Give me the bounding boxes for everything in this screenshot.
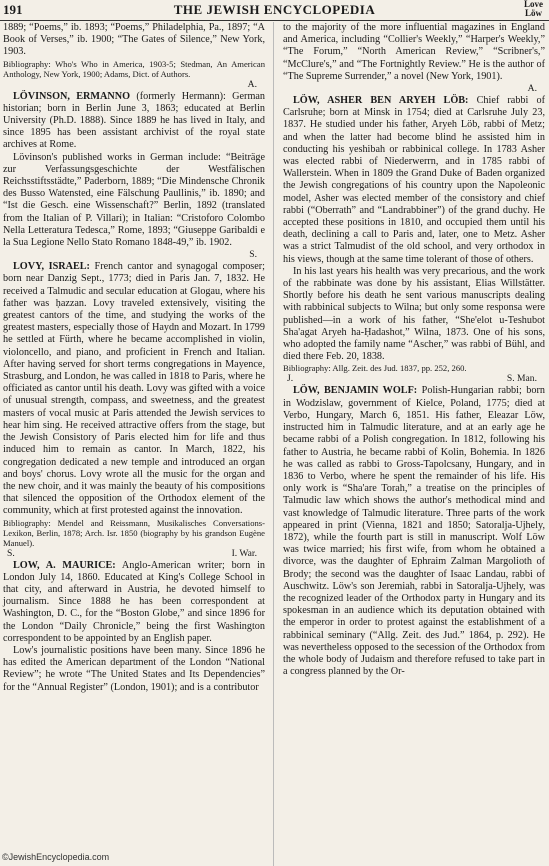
running-title: THE JEWISH ENCYCLOPEDIA	[173, 2, 376, 17]
entry-low-asher: LÖW, ASHER BEN ARYEH LÖB: Chief rabbi of Carlsruhe; born at Minsk in 1754; died at Carlsruhe July 23, 1837. He studied under his father, Aryeh Löb, rabbi of Metz; and when the latter had become blind he assisted him in conducting his yeshibah or rabbinical college. In 1783 Asher was elected rabbi of Niederwerrn, and in 1785 rabbi of Wallerstein. When in 1809 the Grand Duke of Baden organized the Jewish congregations of his country upon the Napoleonic model, Asher was elected member of the consistory and chief rabbi (“Oberrath” and “Landrabbiner”) of the grand duchy. He accepted these positions in 1810, and occupied them until his death, declining a call to Paris and, later, one to Metz. Asher was a strict Talmudist of the old school, and very orthodox in his views, though at the same time tolerant of those of others.	[283, 95, 545, 265]
entry-lovinson: LÖVINSON, ERMANNO (formerly Hermann): German historian; born in Berlin June 3, 1863; educated at Berlin University (Ph.D. 1888). Since 1889 he has lived in Italy, and since 1895 has been assistant archivist of the royal state archives at Rome.	[3, 90, 265, 151]
watermark: ©JewishEncyclopedia.com	[2, 852, 110, 862]
header-rule	[0, 20, 549, 21]
bibliography: Bibliography: Allg. Zeit. des Jud. 1837, pp. 252, 260.	[283, 363, 467, 374]
entry-heading: LÖVINSON, ERMANNO	[13, 90, 130, 102]
catchword-last: Löw	[524, 8, 542, 18]
bibliography: Bibliography: Who's Who in America, 1903-5; Stedman, An American Anthology, New York, 1900; Adams, Dict. of Authors.	[3, 58, 265, 79]
signature: S.	[249, 249, 257, 261]
catchwords	[524, 0, 543, 18]
bibliography: Bibliography: Mendel and Reissmann, Musikalisches Conversations-Lexikon, Berlin, 1878; Arch. Isr. 1850 (biography by his grandson Eugène Manuel).	[3, 517, 265, 548]
entry-heading: LÖW, BENJAMIN WOLF:	[293, 385, 418, 397]
signature: S. I. War.	[7, 547, 257, 559]
signature: J. S. Man.	[287, 373, 537, 385]
entry-heading: LÖW, ASHER BEN ARYEH LÖB:	[293, 95, 469, 107]
page-header	[0, 0, 549, 20]
signature: A.	[247, 78, 257, 90]
entry-paragraph: In his last years his health was very precarious, and the work of the rabbinate was done by his assistant, Elias Willstätter. Shortly before his death he sent various manuscripts dealing with rabbinical subjects to Wilna; but only some responsa were published—in a work of his father, “She'elot u-Teshubot Sha'agat Aryeh ha-Ḥadashot,” Wilna, 1873. One of his sons, who adopted the family name “Ascher,” was rabbi of Bühl, and died there Feb. 20, 1838.	[283, 265, 545, 363]
entry-paragraph: Low's journalistic positions have been many. Since 1896 he has edited the American department of the London “National Review”; he wrote “The United States and Its Dependencies” for the “Annual Register” (London, 1901); and is a contributor	[3, 644, 265, 693]
entry-heading: LOW, A. MAURICE:	[13, 559, 116, 571]
entry-paragraph: Lövinson's published works in German include: “Beiträge zur Verfassungsgeschichte der Westfälischen Reichsstiftsstädte,” Paderborn, 1889; “Die Mindensche Chronik des Busso Watensted, eine Fälschung Paullinis,” ib. 1890; and “Ist die Gesch. eine Wissenschaft?” Berlin, 1892 (translated from the Italian of P. Villari); in Italian: “Cristoforo Colombo Nella Letteratura Tedesca,” Rome, 1893; “Giuseppe Garibaldi e la Sua Legione Nello Stato Romano 1848-49,” ib. 1902.	[3, 151, 265, 249]
continued-text: to the majority of the more influential magazines in England and America, including “Collier's Weekly,” “Harper's Weekly,” “The Forum,” “North American Review,” “Scribner's,” “McClure's,” and “The Fortnightly Review.” He is the author of “The Supreme Surrender,” a novel (New York, 1901).	[283, 22, 545, 82]
entry-low-benjamin: LÖW, BENJAMIN WOLF: Polish-Hungarian rabbi; born in Wodzislaw, government of Kielce, Poland, 1775; died at Verbo, Hungary, March 6, 1851. His father, Eleazar Löw, instructed him in Talmudic literature, and at an early age he became rabbi of a Polish congregation. In 1812, following his father to Austria, he became rabbi of Kolin, Bohemia. In 1826 he was called as rabbi to Gross-Tapolcsany, Hungary, and in 1836 to Verbo, where he spent the remainder of his life. His only work is “Sha'are Torah,” a treatise on the principles of Talmudic law which shows the author's methodical mind and vast knowledge of Talmudic literature. Three parts of the work appeared in print (Vienna, 1821 and 1850; Satoralja-Ujhely, 1872), while the fourth part is still in manuscript. Wolf Löw was twice married; his first wife, from whom he obtained a divorce, was the daughter of Ephraim Zalman Margolioth of Brody; the second was the daughter of Isaac Landau, rabbi of Auschwitz. Löw's son Jeremiah, rabbi in Satoralja-Ujhely, was the recognized leader of the Orthodox party in Hungary and its spokesman in an audience which its deputation obtained with the emperor in order to protest against the establishment of a rabbinical seminary (“Allg. Zeit. des Jud.” 1864, p. 292). He was nevertheless opposed to the secession of the Orthodox from the whole body of Judaism and therefore refused to take part in a congress planned by the Or-	[283, 385, 545, 678]
entry-lovy: LOVY, ISRAEL: French cantor and synagogal composer; born near Danzig Sept., 1773; died in Paris Jan. 7, 1832. He received a Talmudic and secular education at Glogau, where his father was ḥazzan. Lovy traveled extensively, visiting the greatest cantors of the time, and studying the works of the greatest masters, especially those of Haydn and Mozart. In 1799 he settled at Fürth, where he became accomplished in violin, violoncello, and piano, and proficient in French and Italian. After having served for short terms congregations in Mayence, Strasburg, and London, he was called in 1818 to Paris, where he officiated as cantor until his death. Lovy was gifted with a voice of unusual strength, compass, and sweetness, and the greatest masters of vocal music at Paris attended the Jewish services to hear him sing. He received attractive offers from the stage, but the Jewish Consistory of Paris elected him for life and thus induced him to remain as cantor. In March, 1822, his congregation dedicated a new temple and introduced an organ and boys' chorus. Lovy wrote all the music for the organ and the new choir, and it was mainly the beauty of his compositions that silenced the opposition of the Orthodox element of the community, which at first protested against the innovation.	[3, 261, 266, 517]
continued-text: 1889; “Poems,” ib. 1893; “Poems,” Philadelphia, Pa., 1897; “A Book of Verses,” ib. 1900; “The Gates of Silence,” New York, 1903.	[3, 22, 265, 58]
left-column	[3, 22, 265, 694]
column-divider	[273, 22, 274, 866]
entry-heading: LOVY, ISRAEL:	[13, 261, 90, 273]
right-column	[283, 22, 545, 678]
signature: A.	[527, 83, 537, 95]
catchword-first: Love	[524, 0, 543, 9]
entry-low-maurice: LOW, A. MAURICE: Anglo-American writer; born in London July 14, 1860. Educated at King's College School in that city, and afterward in Austria, he devoted himself to journalism. Since 1888 he has been correspondent at Washington, D. C., for the “Boston Globe,” and since 1896 for the London “Daily Chronicle,” being the first Washington correspondent to be appointed by an English paper.	[3, 559, 266, 644]
page-number: 191	[3, 2, 23, 17]
